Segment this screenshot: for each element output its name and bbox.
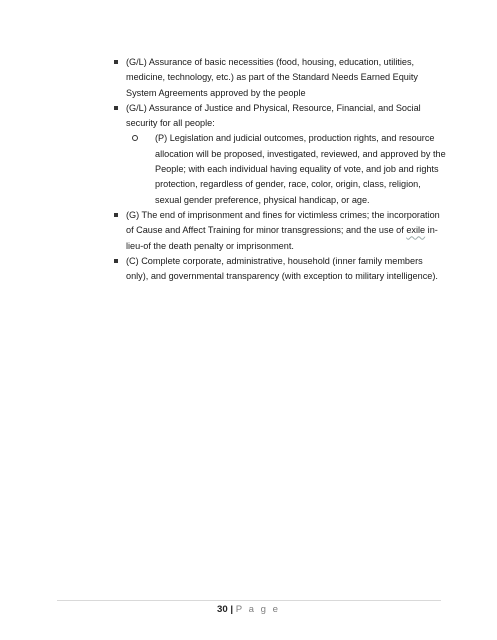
list-item xyxy=(116,55,446,101)
list-item xyxy=(116,208,446,254)
item-text: (C) Complete corporate, administrative, household (inner family members only), and governmental transparency (with exception to military intelligence). xyxy=(126,255,438,282)
item-text-before: (G) The end of imprisonment and fines for victimless crimes; the incorporation of Cause and Affect Training for minor transgressions; and the use of xyxy=(126,209,440,236)
page-word: P a g e xyxy=(235,604,280,615)
square-bullet-icon xyxy=(114,213,118,217)
square-bullet-icon xyxy=(114,106,118,110)
page-footer xyxy=(0,604,497,615)
list-item xyxy=(116,101,446,208)
footer-separator: | xyxy=(230,604,234,615)
list-item xyxy=(116,254,446,285)
footer-divider xyxy=(57,600,441,601)
square-bullet-icon xyxy=(114,259,118,263)
circle-bullet-icon xyxy=(132,135,138,141)
square-bullet-icon xyxy=(114,60,118,64)
sub-list-item xyxy=(126,131,446,207)
sub-list xyxy=(126,131,446,207)
spellcheck-flagged-word: exile xyxy=(406,225,426,236)
sub-item-text: (P) Legislation and judicial outcomes, production rights, and resource allocation will be proposed, investigated, reviewed, and approved by the People; with each individual having equality of vote, and job and rights protection, regardless of gender, race, color, origin, class, religion, sexual gender preference, physical handicap, or age. xyxy=(155,133,446,205)
item-text-after: in-lieu-of the death penalty or imprisonment. xyxy=(126,225,438,251)
item-text: (G/L) Assurance of Justice and Physical, Resource, Financial, and Social security for all people: xyxy=(126,102,421,129)
bullet-list xyxy=(116,55,446,284)
item-text: (G/L) Assurance of basic necessities (food, housing, education, utilities, medicine, technology, etc.) as part of the Standard Needs Earned Equity System Agreements approved by the people xyxy=(126,57,418,98)
page-number: 30 xyxy=(217,604,228,615)
